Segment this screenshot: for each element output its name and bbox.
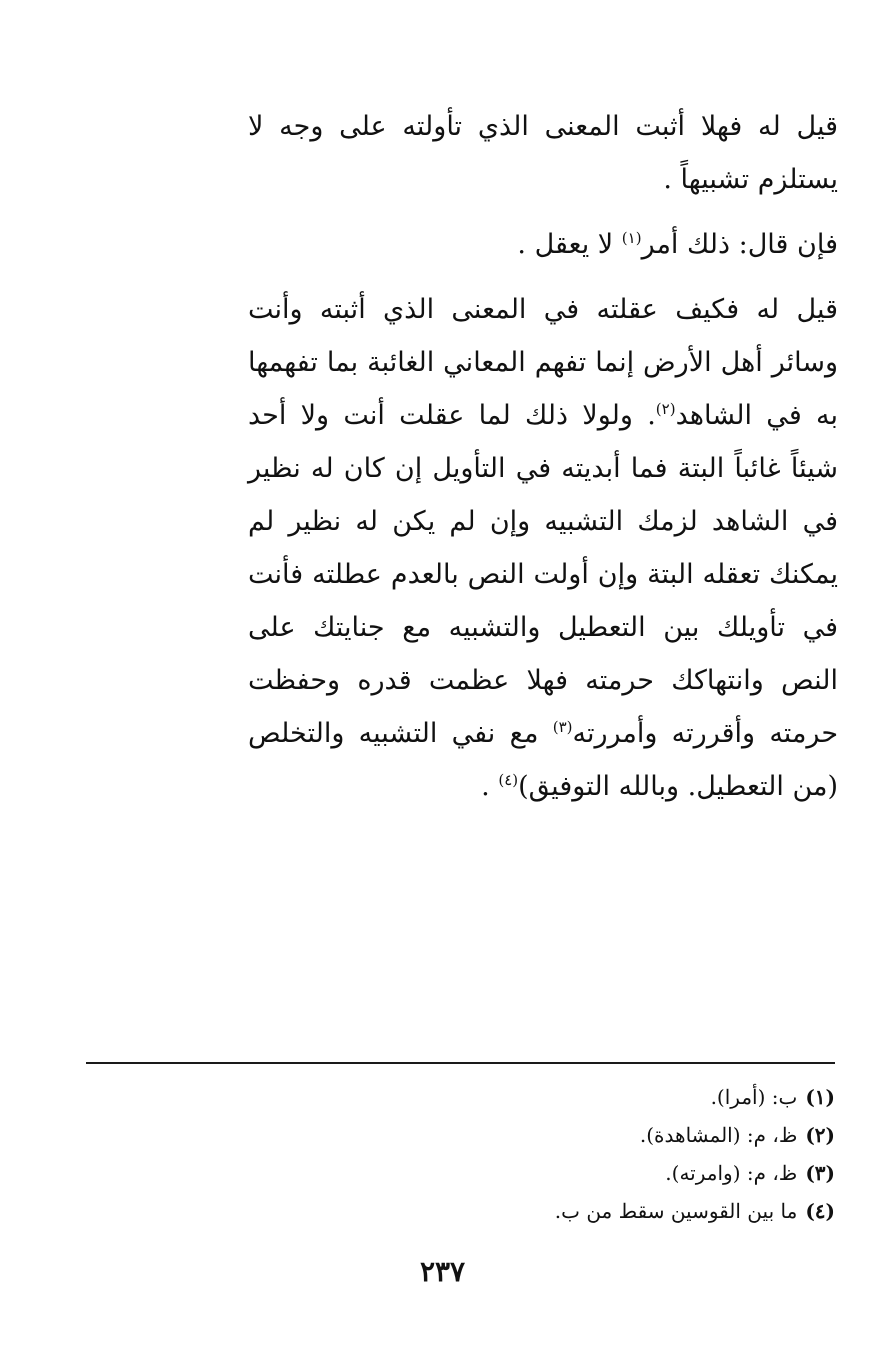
footnotes xyxy=(86,1078,835,1230)
footnote-2-text: ظ، م: (المشاهدة). xyxy=(639,1123,798,1147)
paragraph-2-text: فإن قال: ذلك أمر xyxy=(641,229,838,260)
footnote-4 xyxy=(86,1192,835,1230)
paragraph-3 xyxy=(248,283,838,813)
footnote-3-number: (٣) xyxy=(805,1161,835,1185)
paragraph-3-text-c: مع نفي التشبيه والتخلص (من التعطيل. وبالله التوفيق) xyxy=(248,718,838,802)
paragraph-2-text-end: لا يعقل . xyxy=(517,229,622,260)
paragraph-2 xyxy=(248,218,838,271)
paragraph-1: قيل له فهلا أثبت المعنى الذي تأولته على وجه لا يستلزم تشبيهاً . xyxy=(248,111,838,195)
footnote-ref-3: (٣) xyxy=(552,718,573,736)
footnote-2 xyxy=(86,1116,835,1154)
paragraph-3-text-a: قيل له فكيف عقلته في المعنى الذي أثبته وأنت وسائر أهل الأرض إنما تفهم المعاني الغائبة بما تفهمها به في الشاهد xyxy=(248,294,838,431)
footnote-3-text: ظ، م: (وامرته). xyxy=(665,1161,798,1185)
paragraph-3-text-b: . ولولا ذلك لما عقلت أنت ولا أحد شيئاً غائباً البتة فما أبديته في التأويل إن كان له نظير في الشاهد لزمك التشبيه وإن لم يكن له نظير لم يمكنك تعقله البتة وإن أولت النص بالعدم عطلته فأنت في تأويلك بين التعطيل والتشبيه مع جنايتك على النص وانتهاكك حرمته فهلا عظمت قدره وحفظت حرمته وأقررته وأمررته xyxy=(248,400,839,749)
footnote-ref-4: (٤) xyxy=(498,771,519,789)
page-number: ٢٣٧ xyxy=(419,1255,466,1288)
footnote-ref-1: (١) xyxy=(621,229,642,247)
footnote-4-number: (٤) xyxy=(805,1199,835,1223)
footnote-divider xyxy=(86,1062,835,1064)
footnote-4-text: ما بين القوسين سقط من ب. xyxy=(554,1199,798,1223)
footnote-1-number: (١) xyxy=(805,1085,835,1109)
footnote-1 xyxy=(86,1078,835,1116)
footnote-1-text: ب: (أمرا). xyxy=(710,1085,798,1109)
footnote-ref-2: (٢) xyxy=(655,400,676,418)
footnote-3 xyxy=(86,1154,835,1192)
paragraph-3-text-d: . xyxy=(481,771,499,802)
main-text xyxy=(248,100,838,813)
footnote-2-number: (٢) xyxy=(805,1123,835,1147)
